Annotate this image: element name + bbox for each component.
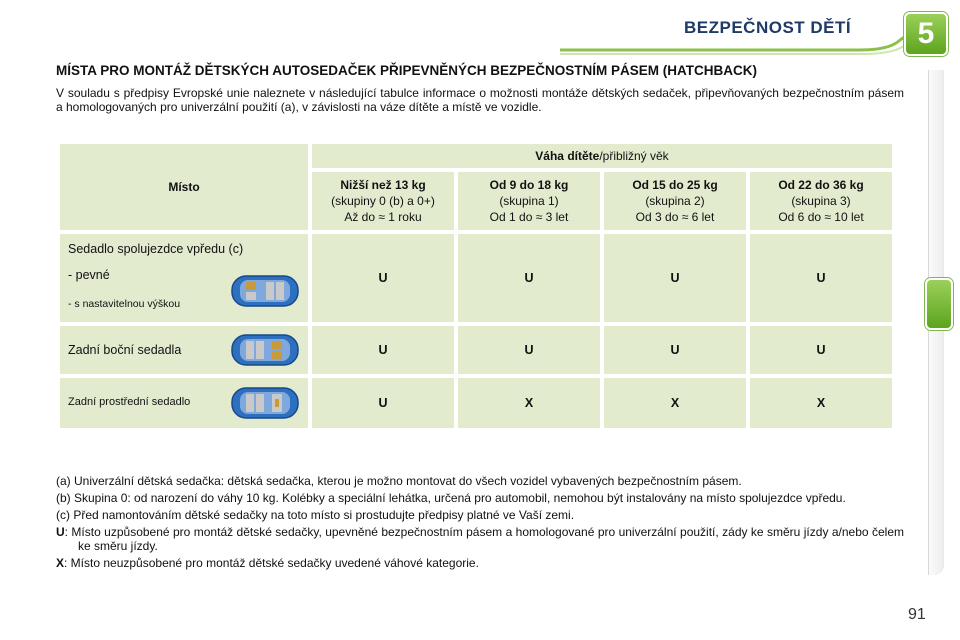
weight-header-rest: /přibližný věk [599,149,669,163]
intro-paragraph: V souladu s předpisy Evropské unie naleznete v následující tabulce informace o možnosti montáže dětských sedaček, připevňovaných bezpečnostním pásem a homologovaných pro univerzální použití (a), v závislosti na váze dítěte a místě ve vozidle. [56,86,904,114]
car-seat-diagram-icon [226,384,304,422]
seat-name: Zadní boční sedadla [68,343,182,357]
active-chapter-tab[interactable] [925,278,953,330]
group-header: Nižší než 13 kg (skupiny 0 (b) a 0+) Až do ≈ 1 roku [312,172,454,230]
value-cell: U [604,326,746,374]
footnotes [56,474,904,573]
seat-option: - pevné [68,268,110,282]
table-row [60,326,892,374]
value-cell: U [312,234,454,322]
child-seat-table [56,140,896,432]
footnote-c: (c) Před namontováním dětské sedačky na toto místo si prostudujte předpisy platné ve Vaší zemi. [56,508,575,522]
car-seat-diagram-icon [226,272,304,310]
group-header: Od 9 do 18 kg (skupina 1) Od 1 do ≈ 3 let [458,172,600,230]
seat-cell [60,378,308,428]
table-row [60,234,892,322]
seat-name: Zadní prostřední sedadlo [68,396,191,408]
weight-header-bold: Váha dítěte [535,149,600,163]
value-cell: X [604,378,746,428]
table-row [60,378,892,428]
value-cell: U [750,234,892,322]
footnote-x: X: Místo neuzpůsobené pro montáž dětské sedačky uvedené váhové kategorie. [56,556,479,570]
chapter-number-badge: 5 [904,12,948,56]
value-cell: U [458,326,600,374]
value-cell: X [458,378,600,428]
footnote-u: U: Místo uzpůsobené pro montáž dětské sedačky, upevněné bezpečnostním pásem a homologované pro univerzální použití, zády ke směru jízdy a/nebo čelem ke směru jízdy. [56,525,904,553]
footnote-a: (a) Univerzální dětská sedačka: dětská sedačka, kterou je možno montovat do všech vozidel vybavených bezpečnostním pásem. [56,474,742,488]
value-cell: U [312,378,454,428]
footnote-b: (b) Skupina 0: od narození do váhy 10 kg. Kolébky a speciální lehátka, určená pro automobil, nemohou být instalovány na místo spolujezdce vpředu. [56,491,846,505]
place-header: Místo [60,144,308,230]
car-seat-diagram-icon [226,331,304,369]
weight-header [312,144,892,168]
section-heading: MÍSTA PRO MONTÁŽ DĚTSKÝCH AUTOSEDAČEK PŘIPEVNĚNÝCH BEZPEČNOSTNÍM PÁSEM (HATCHBACK) [56,63,758,78]
seat-cell [60,326,308,374]
value-cell: U [750,326,892,374]
seat-name: Sedadlo spolujezdce vpředu (c) [68,242,244,256]
value-cell: X [750,378,892,428]
value-cell: U [312,326,454,374]
seat-option: - s nastavitelnou výškou [68,298,181,310]
value-cell: U [458,234,600,322]
group-header: Od 22 do 36 kg (skupina 3) Od 6 do ≈ 10 let [750,172,892,230]
page-number: 91 [908,606,926,623]
group-header: Od 15 do 25 kg (skupina 2) Od 3 do ≈ 6 let [604,172,746,230]
seat-cell [60,234,308,322]
value-cell: U [604,234,746,322]
chapter-title: BEZPEČNOST DĚTÍ [684,18,852,37]
